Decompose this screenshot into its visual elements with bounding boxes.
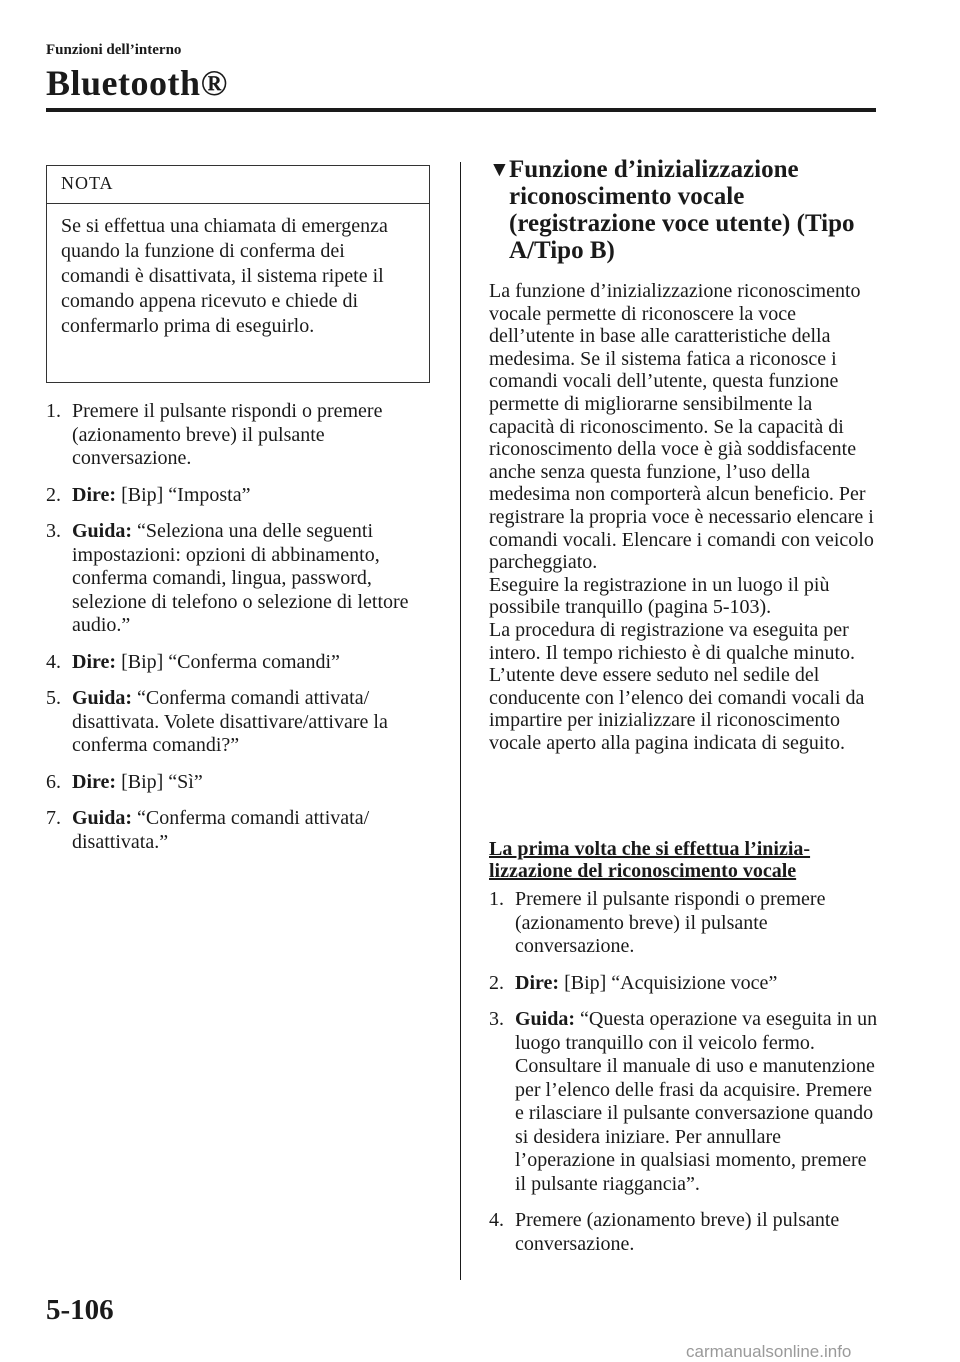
note-body: Se si effettua una chiamata di emergenza quando la funzione di conferma dei comandi è disattivata, il sistema ripete il comando appena ricevuto e chiede di confermarlo prima di eseguirlo.: [61, 215, 388, 337]
list-item: 4. Dire: [Bip] “Conferma comandi”: [46, 650, 340, 673]
paragraph: La procedura di registrazione va eseguita per intero. Il tempo richiesto è di qualche minuto. L’utente deve essere seduto nel sedile del conducente con l’elenco dei comandi vocali da impartire per inizializzare il riconoscimento vocale aperto alla pagina indicata di seguito.: [489, 618, 865, 754]
list-item: 2. Dire: [Bip] “Imposta”: [46, 483, 251, 506]
note-box: [46, 165, 430, 383]
function-heading: [489, 156, 879, 264]
right-steps-list: [489, 888, 879, 1269]
function-description: [489, 280, 881, 754]
column-divider: [460, 162, 461, 1280]
list-item: 1. Premere il pulsante rispondi o premere (azionamento breve) il pulsante conversazione.: [489, 888, 826, 957]
list-item: 3. Guida: “Questa operazione va eseguita in un luogo tranquillo con il veicolo fermo. Consultare il manuale di uso e manutenzione per l’elenco delle frasi da acquisire. Premere e rilasciare il pulsante conversazione quando si desidera iniziare. Per annullare l’operazione in qualsiasi momento, premere il pulsante riaggancia”.: [489, 1008, 878, 1195]
list-item: 5. Guida: “Conferma comandi attivata/ disattivata. Volete disattivare/attivare la conferma comandi?”: [46, 687, 388, 756]
function-heading-text: Funzione d’inizializzazione riconoscimento vocale (registrazione voce utente) (Tipo A/Tipo B): [509, 156, 855, 264]
note-title: NOTA: [47, 166, 429, 204]
page-title: Bluetooth®: [46, 63, 228, 103]
list-item: 2. Dire: [Bip] “Acquisizione voce”: [489, 971, 778, 994]
watermark: carmanualsonline.info: [686, 1342, 852, 1361]
page-number: 5-106: [46, 1294, 114, 1326]
list-item: 4. Premere (azionamento breve) il pulsante conversazione.: [489, 1209, 840, 1255]
list-item: 3. Guida: “Seleziona una delle seguenti impostazioni: opzioni di abbinamento, conferma comandi, lingua, password, selezione di telefono o selezione di lettore audio.”: [46, 520, 409, 636]
title-divider: [46, 108, 876, 112]
left-steps-list: [46, 400, 436, 867]
list-item: 6. Dire: [Bip] “Sì”: [46, 770, 203, 793]
section-label: Funzioni dell’interno: [46, 42, 182, 58]
triangle-icon: ▼: [489, 157, 510, 181]
procedure-subheading: La prima volta che si effettua l’inizia- lizzazione del riconoscimento vocale: [489, 838, 811, 882]
list-item: 1. Premere il pulsante rispondi o premere (azionamento breve) il pulsante conversazione.: [46, 400, 383, 469]
list-item: 7. Guida: “Conferma comandi attivata/ disattivata.”: [46, 807, 370, 853]
paragraph: La funzione d’inizializzazione riconoscimento vocale permette di riconoscere la voce dell’utente in base alle caratteristiche della medesima. Se il sistema fatica a riconosce i comandi vocali dell’utente, questa funzione permette di migliorarne sensibilmente la capacità di riconoscimento. Se la capacità di riconoscimento della voce è già soddisfacente anche senza questa funzione, l’uso della medesima non comporterà alcun beneficio. Per registrare la propria voce è necessario elencare i comandi vocali. Elencare i comandi con veicolo parcheggiato.: [489, 280, 874, 574]
paragraph: Eseguire la registrazione in un luogo il più possibile tranquillo (pagina 5-103).: [489, 573, 830, 619]
